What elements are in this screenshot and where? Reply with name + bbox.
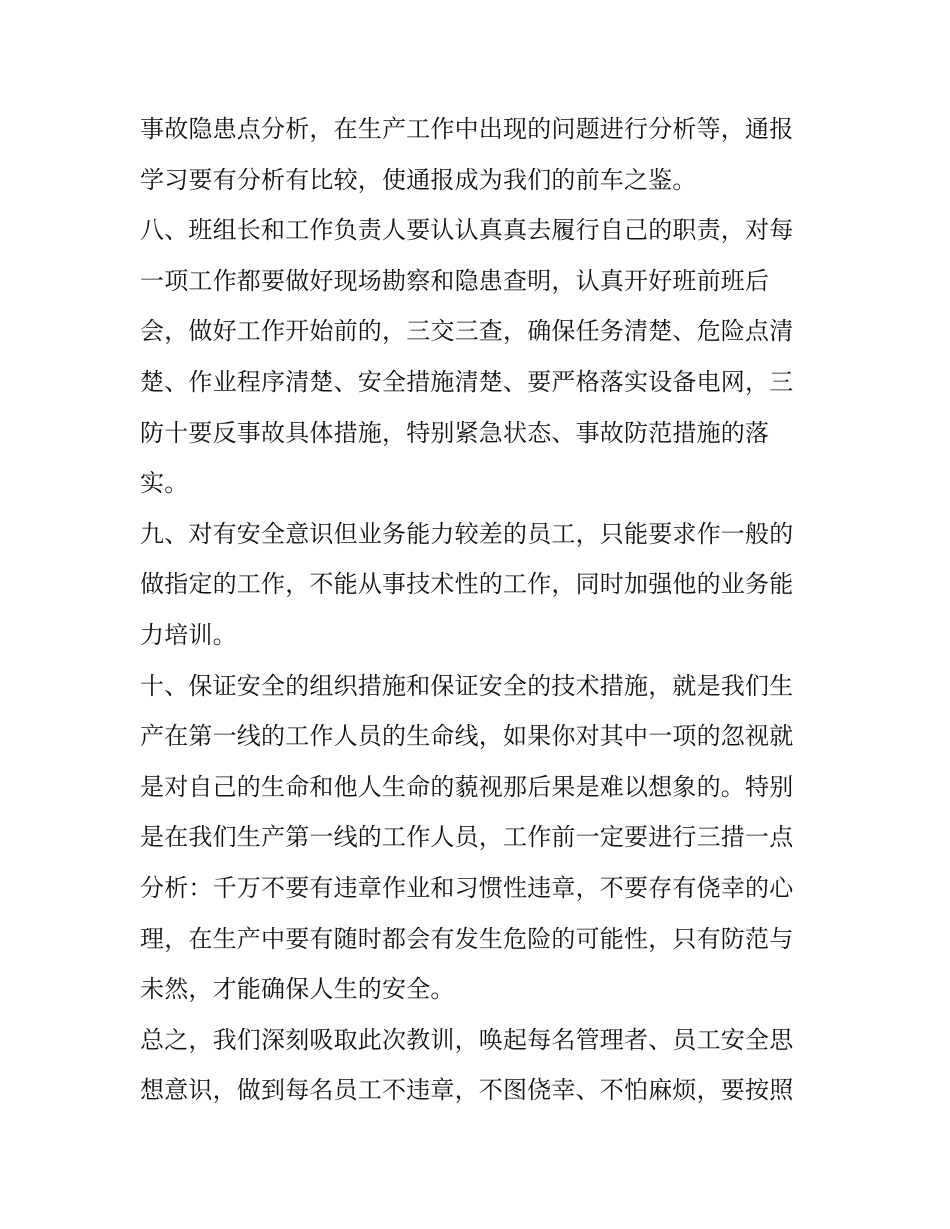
- text-line: 分析：千万不要有违章作业和习惯性违章，不要存有侥幸的心: [140, 873, 794, 902]
- text-line: 九、对有安全意识但业务能力较差的员工，只能要求作一般的: [140, 519, 794, 548]
- text-line: 做指定的工作，不能从事技术性的工作，同时加强他的业务能: [140, 570, 794, 599]
- text-line: 八、班组长和工作负责人要认认真真去履行自己的职责，对每: [140, 216, 794, 245]
- text-line: 理，在生产中要有随时都会有发生危险的可能性，只有防范与: [140, 924, 794, 953]
- text-line: 事故隐患点分析，在生产工作中出现的问题进行分析等，通报: [140, 115, 794, 143]
- text-line: 一项工作都要做好现场勘察和隐患查明，认真开好班前班后: [140, 266, 770, 295]
- text-line: 总之，我们深刻吸取此次教训，唤起每名管理者、员工安全思: [140, 1025, 794, 1054]
- text-line: 防十要反事故具体措施，特别紧急状态、事故防范措施的落: [140, 418, 770, 447]
- text-line: 是对自己的生命和他人生命的藐视那后果是难以想象的。特别: [140, 772, 794, 801]
- text-line: 十、保证安全的组织措施和保证安全的技术措施，就是我们生: [140, 671, 794, 700]
- text-line: 产在第一线的工作人员的生命线，如果你对其中一项的忽视就: [140, 722, 794, 751]
- text-line: 想意识，做到每名员工不违章，不图侥幸、不怕麻烦，要按照: [140, 1076, 794, 1105]
- text-line: 未然，才能确保人生的安全。: [140, 975, 455, 1004]
- text-line: 会，做好工作开始前的，三交三查，确保任务清楚、危险点清: [140, 317, 794, 346]
- text-line: 力培训。: [140, 620, 237, 649]
- text-line: 实。: [140, 469, 189, 498]
- text-line: 楚、作业程序清楚、安全措施清楚、要严格落实设备电网，三: [140, 367, 794, 396]
- document-body: [140, 104, 820, 1116]
- text-line: 学习要有分析有比较，使通报成为我们的前车之鉴。: [140, 165, 697, 194]
- text-line: 是在我们生产第一线的工作人员，工作前一定要进行三措一点: [140, 823, 794, 852]
